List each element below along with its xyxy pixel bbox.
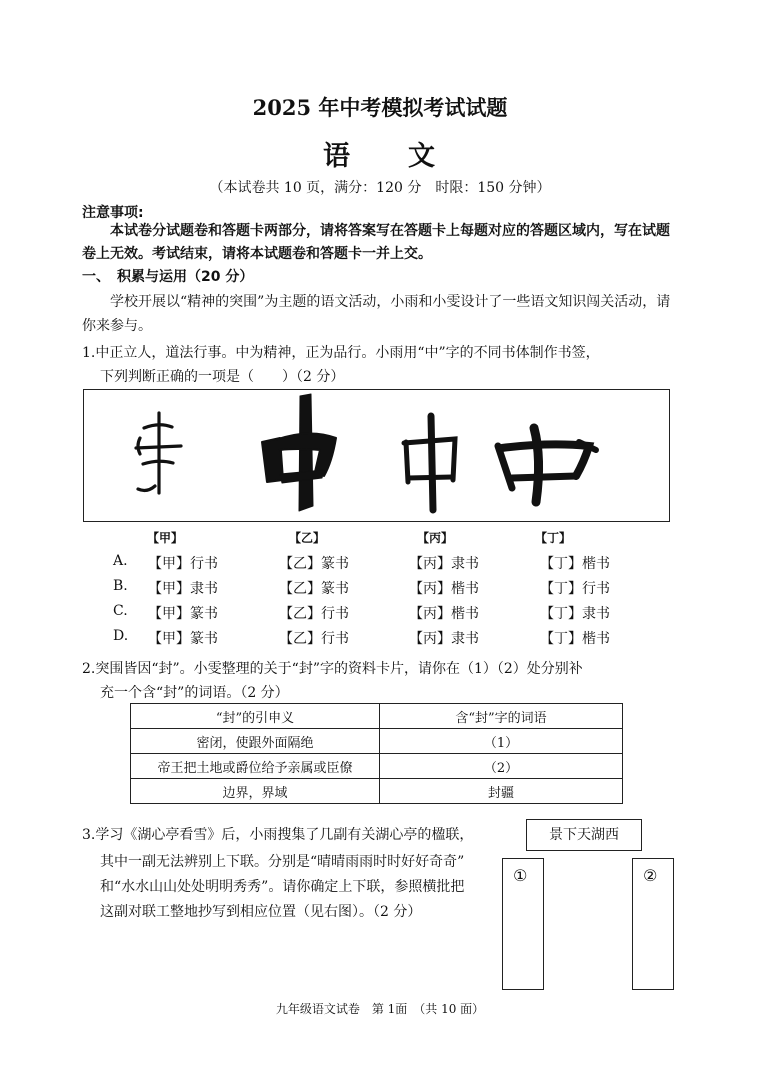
notes-heading: 注意事项: xyxy=(82,205,144,221)
option-d-1: 【甲】篆书 xyxy=(148,631,218,647)
section-heading: 一、 积累与运用（20 分） xyxy=(82,269,254,285)
option-a-letter: A. xyxy=(113,553,128,569)
table-cell: （2） xyxy=(380,754,623,779)
page-footer: 九年级语文试卷 第 1面 （共 10 面） xyxy=(275,1002,485,1016)
option-d-letter: D. xyxy=(113,628,129,644)
option-b-3: 【丙】楷书 xyxy=(409,581,479,597)
subject-title xyxy=(0,134,760,173)
option-a-2: 【乙】篆书 xyxy=(279,556,349,572)
option-a-4: 【丁】楷书 xyxy=(540,556,610,572)
couplet-marker-2: ② xyxy=(643,866,658,885)
table-cell: 封疆 xyxy=(380,779,623,804)
table-header: “封”的引申义 xyxy=(131,704,380,729)
option-a-3: 【丙】隶书 xyxy=(409,556,479,572)
option-c-2: 【乙】行书 xyxy=(279,606,349,622)
option-c-1: 【甲】篆书 xyxy=(148,606,218,622)
couplet-marker-1: ① xyxy=(513,866,528,885)
option-d-3: 【丙】隶书 xyxy=(409,631,479,647)
question-3-line-2: 其中一副无法辨别上下联。分别是“晴晴雨雨时时好好奇奇” xyxy=(100,854,465,870)
question-3-line-4: 这副对联工整地抄写到相应位置（见右图）。（2 分） xyxy=(100,904,422,920)
table-row xyxy=(131,754,623,779)
option-c-3: 【丙】楷书 xyxy=(409,606,479,622)
seal-script-zhong xyxy=(136,413,181,493)
subject-char-1: 语 xyxy=(323,141,352,172)
calligraphy-image xyxy=(83,389,670,522)
question-2-line-1: 2.突围皆因“封”。小雯整理的关于“封”字的资料卡片，请你在（1）（2）处分别补 xyxy=(82,661,583,677)
table-cell: 帝王把土地或爵位给予亲属或臣僚 xyxy=(131,754,380,779)
section-intro: 学校开展以“精神的突围”为主题的语文活动，小雨和小雯设计了一些语文知识闯关活动，请你来参与。 xyxy=(82,294,671,334)
question-1-line-2: 下列判断正确的一项是（ ）（2 分） xyxy=(100,369,345,385)
regular-script-zhong xyxy=(404,416,455,510)
question-3-line-3: 和“水水山山处处明明秀秀”。请你确定上下联，参照横批把 xyxy=(100,879,465,895)
option-d-2: 【乙】行书 xyxy=(279,631,349,647)
table-row xyxy=(131,779,623,804)
option-a-1: 【甲】行书 xyxy=(148,556,218,572)
notes-text: 本试卷分试题卷和答题卡两部分，请将答案写在答题卡上每题对应的答题区域内，写在试题卷上无效。考试结束，请将本试题卷和答题卡一并上交。 xyxy=(82,223,670,262)
label-yi: 【乙】 xyxy=(289,531,326,545)
option-c-4: 【丁】隶书 xyxy=(540,606,610,622)
option-b-letter: B. xyxy=(113,578,128,594)
calligraphy-glyphs xyxy=(84,390,669,521)
horizontal-scroll-box: 景下天湖西 xyxy=(526,819,642,851)
option-b-1: 【甲】隶书 xyxy=(148,581,218,597)
clerical-script-zhong xyxy=(498,428,596,502)
question-1-line-1: 1.中正立人，道法行事。中为精神，正为品行。小雨用“中”字的不同书体制作书签， xyxy=(82,345,600,361)
table-cell: 边界，界域 xyxy=(131,779,380,804)
feng-table xyxy=(130,703,623,804)
label-bing: 【丙】 xyxy=(417,531,454,545)
question-2-line-2: 充一个含“封”的词语。（2 分） xyxy=(100,685,289,701)
running-script-zhong xyxy=(262,394,336,511)
question-3-line-1: 3.学习《湖心亭看雪》后，小雨搜集了几副有关湖心亭的楹联， xyxy=(82,827,474,843)
label-jia: 【甲】 xyxy=(147,531,184,545)
option-c-letter: C. xyxy=(113,603,128,619)
option-d-4: 【丁】楷书 xyxy=(540,631,610,647)
label-ding: 【丁】 xyxy=(535,531,572,545)
table-cell: 密闭，使跟外面隔绝 xyxy=(131,729,380,754)
table-cell: （1） xyxy=(380,729,623,754)
exam-info: （本试卷共 10 页，满分：120 分 时限：150 分钟） xyxy=(209,180,551,196)
table-row xyxy=(131,729,623,754)
table-header-row xyxy=(131,704,623,729)
option-b-4: 【丁】行书 xyxy=(540,581,610,597)
subject-char-2: 文 xyxy=(408,141,437,172)
table-header: 含“封”字的词语 xyxy=(380,704,623,729)
option-b-2: 【乙】篆书 xyxy=(279,581,349,597)
exam-title: 2025 年中考模拟考试试题 xyxy=(252,95,508,120)
